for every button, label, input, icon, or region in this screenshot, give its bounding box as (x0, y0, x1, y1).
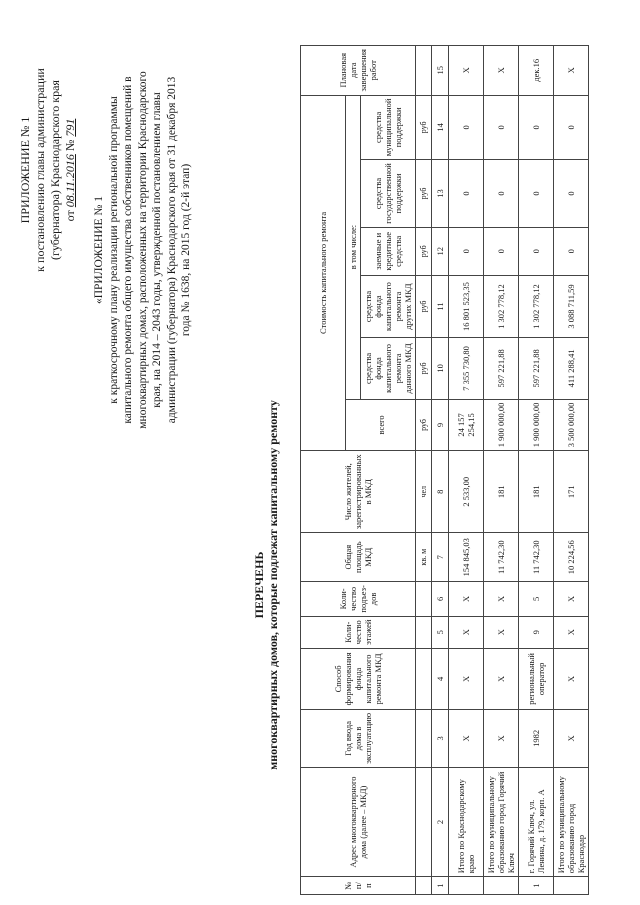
unit-cell: чел (416, 451, 432, 533)
table-row (449, 46, 484, 895)
cell-deadline: дек.16 (519, 46, 554, 96)
cell-address: Итого по Краснодарскому краю (449, 767, 484, 876)
cell-year: X (554, 709, 589, 767)
unit-cell (416, 582, 432, 616)
cell-residents: 171 (554, 451, 589, 533)
cell-municipal: 0 (449, 95, 484, 160)
col-number: 15 (432, 46, 449, 96)
cell-address: Итого по муниципальному образованию город Горячий Ключ (484, 767, 519, 876)
cell-other-fund: 16 801 523,35 (449, 275, 484, 337)
cell-address: Итого по муниципальному образованию город Краснодар (554, 767, 589, 876)
cell-state: 0 (554, 160, 589, 228)
col-number: 12 (432, 227, 449, 275)
header-floors: Коли-чество этажей (301, 616, 416, 648)
cell-residents: 181 (484, 451, 519, 533)
title-line-1: ПЕРЕЧЕНЬ (252, 551, 266, 619)
col-number: 4 (432, 648, 449, 709)
table-row (484, 46, 519, 895)
cell-num (484, 877, 519, 895)
col-number: 5 (432, 616, 449, 648)
cell-area: 10 224,56 (554, 533, 589, 582)
cell-year: X (484, 709, 519, 767)
cell-municipal: 0 (484, 95, 519, 160)
col-number: 1 (432, 877, 449, 895)
appendix-date-line (63, 20, 78, 320)
cell-num (449, 877, 484, 895)
appendix-header (18, 20, 78, 320)
cell-method: X (554, 648, 589, 709)
cell-deadline: X (449, 46, 484, 96)
quoted-appendix (92, 65, 194, 435)
cell-state: 0 (484, 160, 519, 228)
cell-year: 1982 (519, 709, 554, 767)
header-loans: заемные и кредитные средства (361, 227, 416, 275)
header-area: Общая площадь МКД (301, 533, 416, 582)
cell-floors: 9 (519, 616, 554, 648)
col-number: 10 (432, 338, 449, 399)
cell-other-fund: 1 302 778,12 (484, 275, 519, 337)
cell-other-fund: 3 088 711,59 (554, 275, 589, 337)
col-number: 8 (432, 451, 449, 533)
unit-cell: кв. м (416, 533, 432, 582)
col-number: 2 (432, 767, 449, 876)
header-total: всего (346, 399, 416, 451)
header-residents: Число жителей, зарегистрированных в МКД (301, 451, 416, 533)
cell-method: X (484, 648, 519, 709)
cell-year: X (449, 709, 484, 767)
cell-own-fund: 597 221,88 (484, 338, 519, 399)
unit-cell (416, 648, 432, 709)
cell-state: 0 (449, 160, 484, 228)
col-number: 13 (432, 160, 449, 228)
units-row (416, 46, 432, 895)
cell-total: 1 900 000,00 (484, 399, 519, 451)
cell-municipal: 0 (519, 95, 554, 160)
col-number: 7 (432, 533, 449, 582)
cell-loans: 0 (484, 227, 519, 275)
quoted-text: к краткосрочному плану реализации региональной программы капитального ремонта общего имущества собственников помещений в многоквартирных домах, расположенных на территории Краснодарского края, на 2014 – 2043 годы, утвержденной постановлением главы администрации (губернатора) Краснодарского края от 31 декабря 2013 года № 1638, на 2015 год (2-й этап) (107, 71, 192, 429)
header-other-fund: средства фонда капитального ремонта других МКД (361, 275, 416, 337)
appendix-line-1: к постановлению главы администрации (33, 68, 47, 272)
cell-area: 154 845,03 (449, 533, 484, 582)
header-address: Адрес многоквартирного дома (далее – МКД) (301, 767, 416, 876)
cell-residents: 2 533,00 (449, 451, 484, 533)
appendix-title: ПРИЛОЖЕНИЕ № 1 (18, 116, 32, 224)
cell-entrances: X (484, 582, 519, 616)
unit-cell (416, 616, 432, 648)
header-state: средства государственной поддержки (361, 160, 416, 228)
header-num: № п/п (301, 877, 416, 895)
appendix-date: 08.11.2016 (63, 154, 77, 208)
unit-cell (416, 46, 432, 96)
title-line-2: многоквартирных домов, которые подлежат капитальному ремонту (266, 400, 280, 770)
header-incl: в том числе: (346, 95, 361, 399)
cell-floors: X (484, 616, 519, 648)
cell-area: 11 742,30 (519, 533, 554, 582)
header-method: Способ формирования фонда капитального ремонта МКД (301, 648, 416, 709)
houses-table (300, 45, 589, 895)
unit-cell: руб (416, 95, 432, 160)
cell-state: 0 (519, 160, 554, 228)
unit-cell (416, 767, 432, 876)
from-label: от (63, 210, 77, 222)
unit-cell: руб (416, 399, 432, 451)
unit-cell: руб (416, 160, 432, 228)
cell-entrances: X (449, 582, 484, 616)
header-cost-group: Стоимость капитального ремонта (301, 95, 346, 451)
unit-cell: руб (416, 275, 432, 337)
header-entrances: Коли-чество подъез-дов (301, 582, 416, 616)
cell-total: 3 500 000,00 (554, 399, 589, 451)
col-number: 11 (432, 275, 449, 337)
header-row-1 (301, 46, 346, 895)
cell-own-fund: 597 221,88 (519, 338, 554, 399)
cell-loans: 0 (554, 227, 589, 275)
cell-own-fund: 7 355 730,80 (449, 338, 484, 399)
cell-address: г. Горячий Ключ, ул. Ленина, д. 179, корп. А (519, 767, 554, 876)
cell-deadline: X (484, 46, 519, 96)
table-row (554, 46, 589, 895)
cell-municipal: 0 (554, 95, 589, 160)
cell-own-fund: 411 288,41 (554, 338, 589, 399)
appendix-number: 791 (63, 118, 77, 137)
cell-floors: X (554, 616, 589, 648)
unit-cell: руб (416, 338, 432, 399)
col-number: 6 (432, 582, 449, 616)
cell-total: 24 157 254,15 (449, 399, 484, 451)
cell-num (554, 877, 589, 895)
cell-num: 1 (519, 877, 554, 895)
unit-cell: руб (416, 227, 432, 275)
cell-floors: X (449, 616, 484, 648)
header-year: Год ввода дома в эксплуатацию (301, 709, 416, 767)
col-number: 14 (432, 95, 449, 160)
appendix-line-2: (губернатора) Краснодарского края (48, 80, 62, 260)
cell-loans: 0 (519, 227, 554, 275)
cell-residents: 181 (519, 451, 554, 533)
header-deadline: Плановая дата завершения работ (301, 46, 416, 96)
cell-entrances: 5 (519, 582, 554, 616)
unit-cell (416, 877, 432, 895)
cell-entrances: X (554, 582, 589, 616)
column-numbers-row (432, 46, 449, 895)
cell-area: 11 742,30 (484, 533, 519, 582)
cell-method: региональный оператор (519, 648, 554, 709)
cell-method: X (449, 648, 484, 709)
document-title (252, 305, 280, 865)
cell-other-fund: 1 302 778,12 (519, 275, 554, 337)
col-number: 3 (432, 709, 449, 767)
cell-total: 1 900 000,00 (519, 399, 554, 451)
header-own-fund: средства фонда капитального ремонта данного МКД (361, 338, 416, 399)
quoted-title: «ПРИЛОЖЕНИЕ № 1 (93, 196, 105, 305)
col-number: 9 (432, 399, 449, 451)
cell-deadline: X (554, 46, 589, 96)
number-label: № (63, 139, 77, 152)
table-row (519, 46, 554, 895)
unit-cell (416, 709, 432, 767)
header-municipal: средства муниципальной поддержки (361, 95, 416, 160)
cell-loans: 0 (449, 227, 484, 275)
